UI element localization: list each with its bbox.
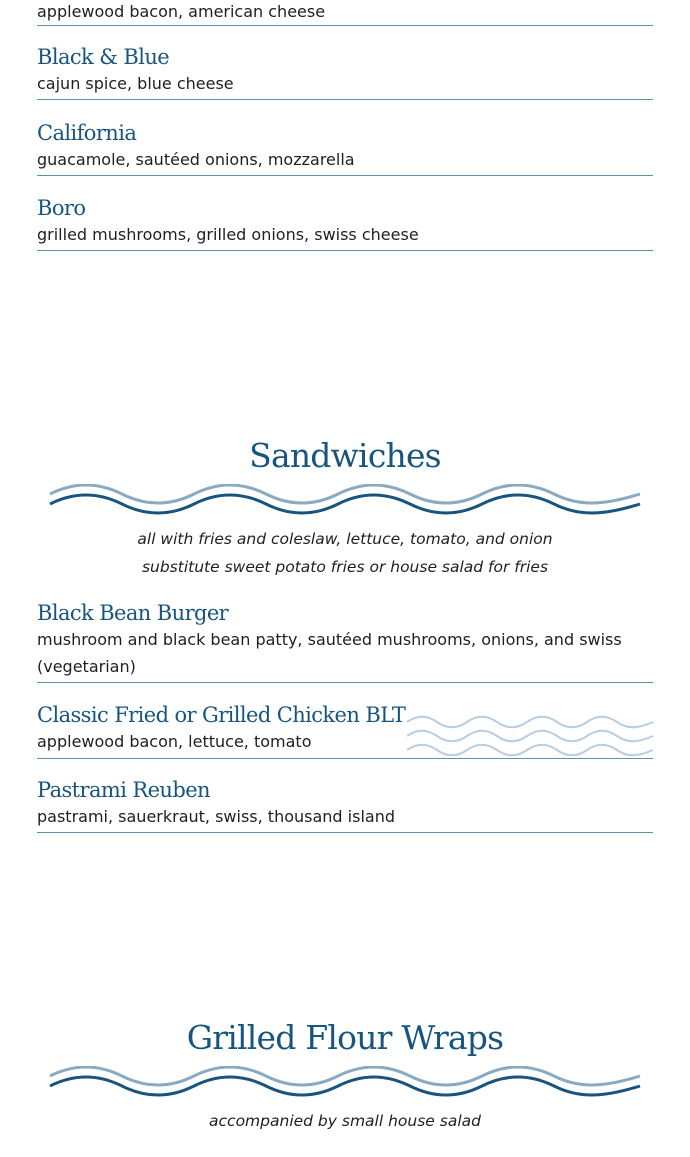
section-note: accompanied by small house salad [209,1112,481,1130]
section-title-sandwiches: Sandwiches [249,436,441,475]
menu-item-description: pastrami, sauerkraut, swiss, thousand island [37,807,395,826]
wave-divider-icon [48,484,642,522]
wave-divider-icon [48,1066,642,1104]
menu-item-name: Classic Fried or Grilled Chicken BLT [37,703,406,727]
decorative-waves-icon [407,714,655,760]
menu-item-description: cajun spice, blue cheese [37,74,234,93]
menu-item-description: applewood bacon, american cheese [37,2,326,21]
menu-item [37,195,653,251]
menu-item [37,44,653,100]
menu-item-name: California [37,121,137,145]
section-title-wraps: Grilled Flour Wraps [186,1018,504,1057]
menu-item-name: Pastrami Reuben [37,778,210,802]
menu-item-description: guacamole, sautéed onions, mozzarella [37,150,355,169]
menu-item [37,0,653,26]
menu-item-description: applewood bacon, lettuce, tomato [37,732,312,751]
menu-item-description: grilled mushrooms, grilled onions, swiss cheese [37,225,419,244]
menu-item [37,120,653,176]
menu-item-name: Black Bean Burger [37,601,229,625]
section-note: all with fries and coleslaw, lettuce, tomato, and onion [137,530,553,548]
menu-item-name: Black & Blue [37,45,170,69]
menu-item-name: Boro [37,196,86,220]
menu-item [37,600,653,683]
menu-item-description: mushroom and black bean patty, sautéed mushrooms, onions, and swiss (vegetarian) [37,630,622,676]
section-note: substitute sweet potato fries or house salad for fries [141,558,549,576]
menu-item [37,777,653,833]
